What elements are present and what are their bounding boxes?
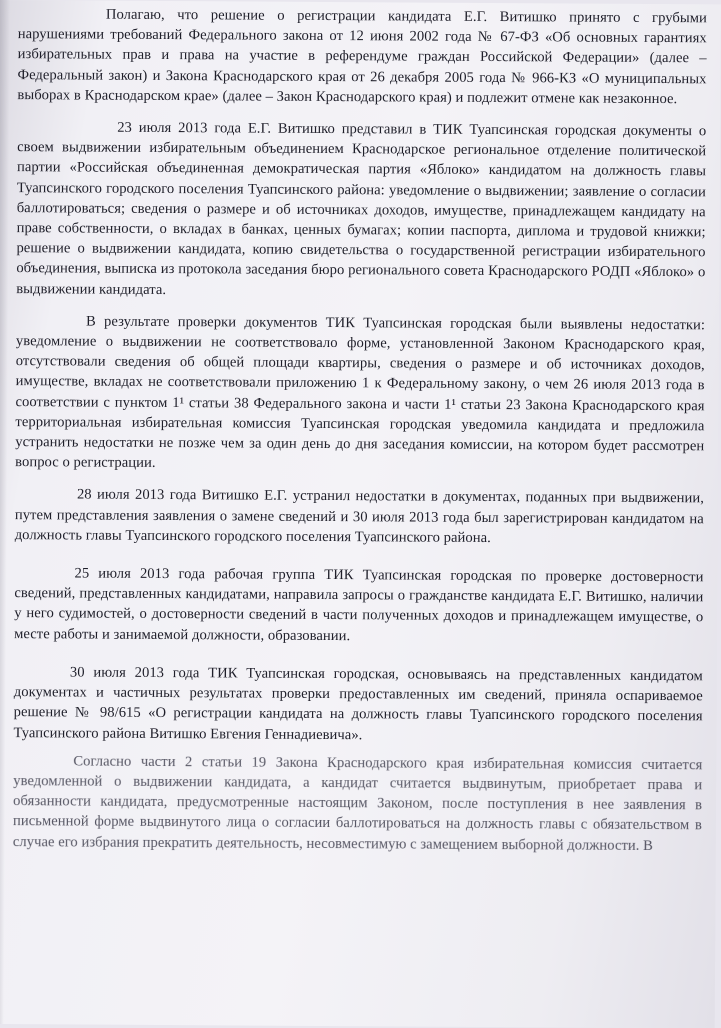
paragraph-5: 25 июля 2013 года рабочая группа ТИК Туапсинская городская по проверке достоверности сведений, представленных кандидатами, направила запросы о гражданстве кандидата Е.Г. Витишко, наличии у него судимостей, о достоверности сведений в части полученных доходов и принадлежащем имуществе, о месте работы и занимаемой должности, образовании. bbox=[14, 565, 704, 644]
paragraph-2: 23 июля 2013 года Е.Г. Витишко представил в ТИК Туапсинская городская документы о своем выдвижении избирательным объединением Краснодарское региональное отделение политической партии «Российская объединенная демократическая партия «Яблоко» кандидатом на должность главы Туапсинского городского поселения Туапсинского района: уведомление о выдвижении; заявление о согласии баллотироваться; сведения о размере и об источниках доходов, имуществе, принадлежащем кандидату на праве собственности, о вкладах в банках, ценных бумагах; копии паспорта, диплома и трудовой книжки; решение о выдвижении кандидата, копию свидетельства о государственной регистрации избирательного объединения, выписка из протокола заседания бюро регионального совета Краснодарского РОДП «Яблоко» о выдвижении кандидата. bbox=[16, 119, 707, 298]
paragraph-4: 28 июля 2013 года Витишко Е.Г. устранил недостатки в документах, поданных при выдвижении, путем представления заявления о замене сведений и 30 июля 2013 года был зарегистрирован кандидатом на должность главы Туапсинского городского поселения Туапсинского района. bbox=[14, 486, 705, 546]
paragraph-6: 30 июля 2013 года ТИК Туапсинская городская, основываясь на представленных кандидатом документах и частичных результатах проверки предоставленных им сведений, приняла оспариваемое решение № 98/615 «О регистрации кандидата на должность главы Туапсинского городского поселения Туапсинского района Витишко Евгения Геннадиевича». bbox=[13, 664, 703, 743]
paragraph-7: Согласно части 2 статьи 19 Закона Краснодарского края избирательная комиссия считается уведомленной о выдвижении кандидата, а кандидат считается выдвинутым, приобретает права и обязанности кандидата, предусмотренные настоящим Законом, после поступления в нее заявления в письменной форме выдвинутого лица о согласии баллотироваться на должность главы с обязательством в случае его избрания прекратить деятельность, несовместимую с замещением выборной должности. В bbox=[12, 753, 703, 854]
paragraph-1: Полагаю, что решение о регистрации кандидата Е.Г. Витишко принято с грубыми нарушениями требований Федерального закона от 12 июня 2002 года № 67-ФЗ «Об основных гарантиях избирательных прав и права на участие в референдуме граждан Российской Федерации» (далее – Федеральный закон) и Закона Краснодарского края от 26 декабря 2005 года № 966-КЗ «О муниципальных выборах в Краснодарском крае» (далее – Закон Краснодарского края) и подлежит отмене как незаконное. bbox=[17, 6, 707, 107]
paragraph-3: В результате проверки документов ТИК Туапсинская городская были выявлены недостатки: уведомление о выдвижении не соответствовало форме, установленной Законом Краснодарского края, отсутствовали сведения об общей площади квартиры, сведения о размере и об источниках доходов, имуществе, вкладах не соответствовали приложению 1 к Федеральному закону, о чем 26 июля 2013 года в соответствии с пунктом 1¹ статьи 38 Федерального закона и части 1¹ статьи 23 Закона Краснодарского края территориальная избирательная комиссия Туапсинская городская уведомила кандидата и предложила устранить недостатки не позже чем за один день до дня заседания комиссии, на котором будет рассмотрен вопрос о регистрации. bbox=[15, 313, 706, 472]
page-edge-shadow bbox=[0, 0, 10, 1024]
